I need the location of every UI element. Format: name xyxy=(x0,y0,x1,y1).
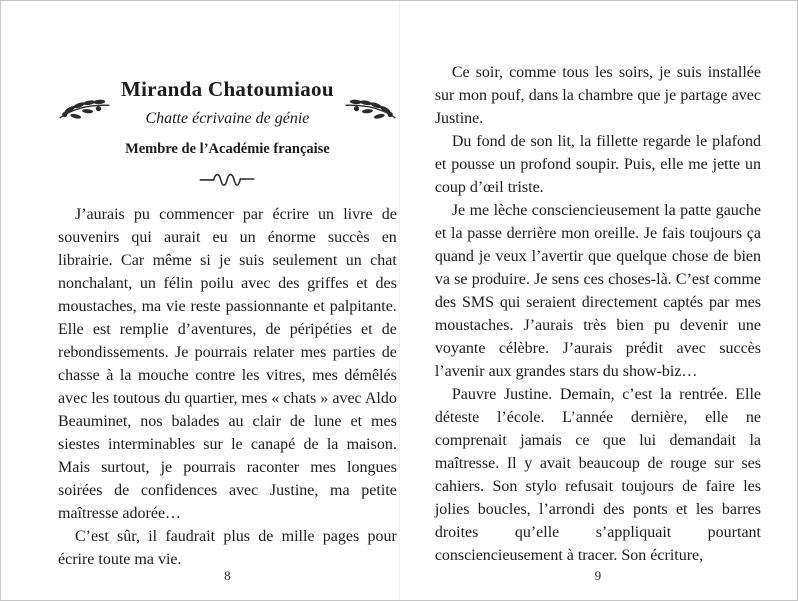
page-number-left: 8 xyxy=(224,568,231,583)
chapter-title-block xyxy=(121,77,334,128)
paragraph: Pauvre Justine. Demain, c’est la rentrée. Elle déteste l’école. L’année dernière, elle ne comprenait jamais ce que lui demandait la maîtresse. Il y avait beaucoup de rouge sur ses cahiers. Son stylo refusait toujours de faire les jolies boucles, l’arrondi des ponts et les barres droites qu’elle s’appliquait pourtant consciencieusement à tracer. Son écriture, xyxy=(434,386,761,564)
paragraph: J’aurais pu commencer par écrire un livre de souvenirs qui aurait eu un énorme succès en librairie. Car même si je suis seulement un chat nonchalant, un félin poilu avec des griffes et des moustaches, ma vie reste passionnante et palpitante. Elle est remplie d’aventures, de péripéties et de rebondissements. Je pourrais relater mes parties de chasse à la mouche contre les vitres, mes démêlés avec les toutous du quartier, mes « chats » avec Aldo Beauminet, nos balades au clair de lune et mes siestes interminables sur le canapé de la maison. Mais surtout, je pourrais raconter mes longues soirées de confidences avec Justine, ma petite maîtresse adorée… xyxy=(58,206,397,522)
chapter-title-row xyxy=(58,77,397,128)
chapter-subtitle: Chatte écrivaine de génie xyxy=(145,110,310,127)
paragraph: Je me lèche consciencieusement la patte gauche et la passe derrière mon oreille. Je fais toujours ça quand je veux l’avertir que quelque chose de bien va se produire. Je sens ces choses-là. C’est comme des SMS qui seraient directement captés par mes moustaches. J’aurais très bien pu devenir une voyante célèbre. J’aurais prédit avec succès l’avenir aux grandes stars du show-biz… xyxy=(434,202,761,380)
page-left-body xyxy=(58,203,397,571)
chapter-affiliation: Membre de l’Académie française xyxy=(125,141,330,157)
page-number-right: 9 xyxy=(594,568,602,583)
ornament-divider-icon xyxy=(198,171,256,187)
page-right-body xyxy=(435,61,761,567)
paragraph: Du fond de son lit, la fillette regarde le plafond et pousse un profond soupir. Puis, elle me jette un coup d’œil triste. xyxy=(434,133,761,196)
page-right xyxy=(406,1,797,600)
chapter-title: Miranda Chatoumiaou xyxy=(121,77,334,101)
paragraph: Ce soir, comme tous les soirs, je suis installée sur mon pouf, dans la chambre que je partage avec Justine. xyxy=(434,64,761,127)
laurel-branch-left-icon xyxy=(58,95,112,124)
chapter-header xyxy=(58,77,397,187)
page-left xyxy=(1,1,406,600)
paragraph: C’est sûr, il faudrait plus de mille pages pour écrire toute ma vie. xyxy=(58,528,397,568)
laurel-branch-right-icon xyxy=(343,95,397,124)
